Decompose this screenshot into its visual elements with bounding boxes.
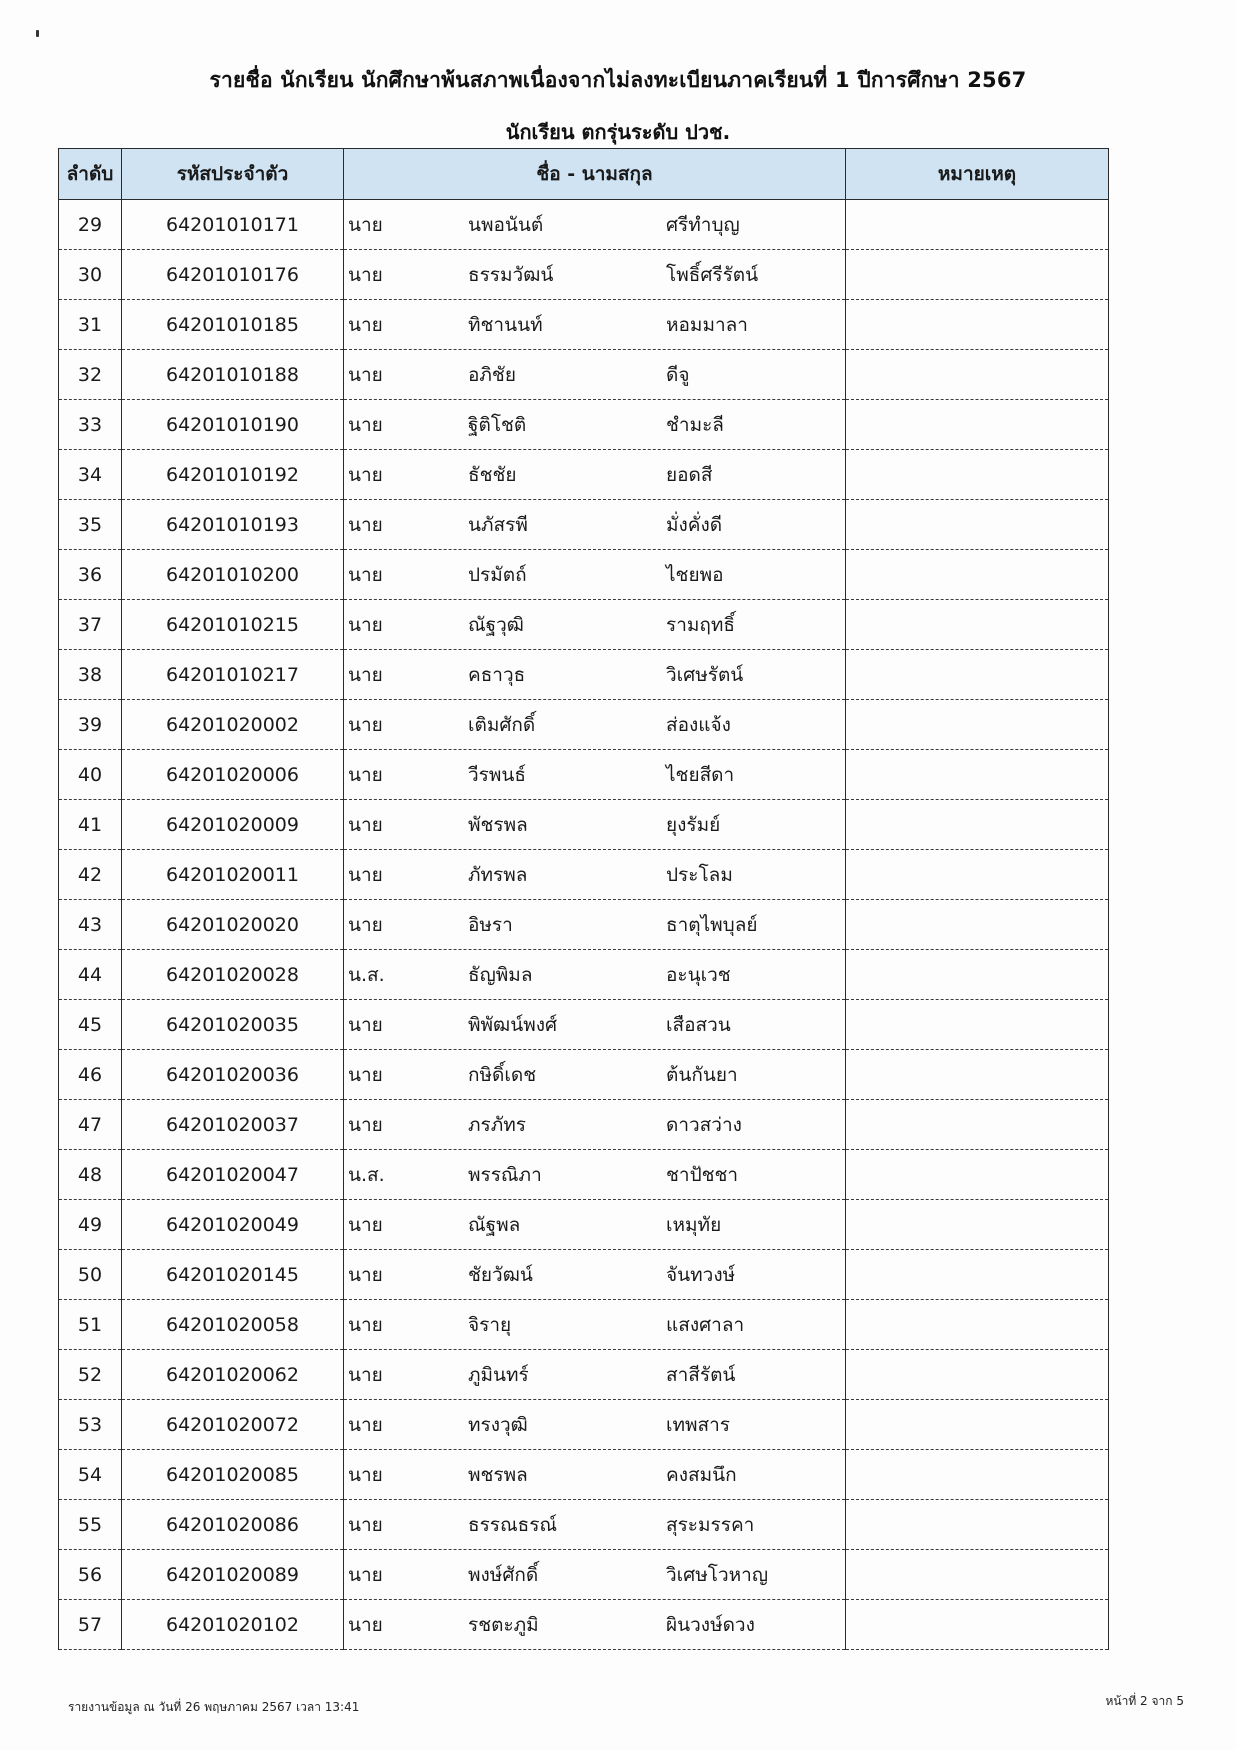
table-body bbox=[59, 200, 1109, 1650]
name-prefix: นาย bbox=[348, 613, 383, 636]
first-name: นพอนันต์ bbox=[468, 213, 544, 236]
table-row bbox=[59, 800, 1109, 850]
row-number: 47 bbox=[59, 1100, 122, 1150]
student-name-cell bbox=[344, 400, 846, 450]
header-name: ชื่อ - นามสกุล bbox=[344, 149, 846, 200]
table-row bbox=[59, 1000, 1109, 1050]
table-row bbox=[59, 1200, 1109, 1250]
first-name: พัชรพล bbox=[468, 813, 528, 836]
last-name: หอมมาลา bbox=[666, 313, 748, 336]
report-date: รายงานข้อมูล ณ วันที่ 26 พฤษภาคม 2567 เวลา 13:41 bbox=[68, 1700, 360, 1714]
student-name-cell bbox=[344, 450, 846, 500]
name-prefix: นาย bbox=[348, 413, 383, 436]
first-name: ชัยวัฒน์ bbox=[468, 1263, 533, 1286]
row-number: 54 bbox=[59, 1450, 122, 1500]
student-name-cell bbox=[344, 350, 846, 400]
student-id: 64201010192 bbox=[122, 450, 344, 500]
name-prefix: นาย bbox=[348, 1263, 383, 1286]
student-id: 64201020047 bbox=[122, 1150, 344, 1200]
name-prefix: นาย bbox=[348, 913, 383, 936]
student-id: 64201020020 bbox=[122, 900, 344, 950]
student-name-cell bbox=[344, 900, 846, 950]
remark-cell bbox=[846, 850, 1109, 900]
first-name: พรรณิภา bbox=[468, 1163, 542, 1186]
remark-cell bbox=[846, 1600, 1109, 1650]
remark-cell bbox=[846, 1350, 1109, 1400]
first-name: ธัชชัย bbox=[468, 463, 517, 486]
last-name: จันทวงษ์ bbox=[666, 1263, 736, 1286]
remark-cell bbox=[846, 1500, 1109, 1550]
row-number: 33 bbox=[59, 400, 122, 450]
remark-cell bbox=[846, 1450, 1109, 1500]
name-prefix: น.ส. bbox=[348, 1163, 385, 1186]
table-row bbox=[59, 300, 1109, 350]
name-prefix: นาย bbox=[348, 1613, 383, 1636]
student-name-cell bbox=[344, 850, 846, 900]
last-name: คงสมนึก bbox=[666, 1463, 737, 1486]
first-name: ภัทรพล bbox=[468, 863, 528, 886]
student-name-cell bbox=[344, 300, 846, 350]
last-name: ยอดสี bbox=[666, 463, 713, 486]
row-number: 48 bbox=[59, 1150, 122, 1200]
student-name-cell bbox=[344, 1300, 846, 1350]
last-name: วิเศษโวหาญ bbox=[666, 1563, 769, 1586]
student-id: 64201010193 bbox=[122, 500, 344, 550]
last-name: ชาปัชชา bbox=[666, 1163, 739, 1186]
student-id: 64201020058 bbox=[122, 1300, 344, 1350]
student-id: 64201020037 bbox=[122, 1100, 344, 1150]
remark-cell bbox=[846, 550, 1109, 600]
student-id: 64201010185 bbox=[122, 300, 344, 350]
remark-cell bbox=[846, 750, 1109, 800]
student-id: 64201020036 bbox=[122, 1050, 344, 1100]
row-number: 43 bbox=[59, 900, 122, 950]
last-name: วิเศษรัตน์ bbox=[666, 663, 744, 686]
remark-cell bbox=[846, 1550, 1109, 1600]
student-id: 64201020006 bbox=[122, 750, 344, 800]
remark-cell bbox=[846, 1100, 1109, 1150]
student-name-cell bbox=[344, 700, 846, 750]
table-row bbox=[59, 1500, 1109, 1550]
row-number: 31 bbox=[59, 300, 122, 350]
row-number: 50 bbox=[59, 1250, 122, 1300]
first-name: ปรมัตถ์ bbox=[468, 563, 527, 586]
last-name: ยุงรัมย์ bbox=[666, 813, 721, 836]
student-id: 64201020002 bbox=[122, 700, 344, 750]
last-name: ไชยพอ bbox=[666, 563, 724, 586]
first-name: ฐิติโชติ bbox=[468, 413, 527, 436]
student-id: 64201020086 bbox=[122, 1500, 344, 1550]
last-name: ชำมะลี bbox=[666, 413, 724, 436]
student-id: 64201020011 bbox=[122, 850, 344, 900]
table-row bbox=[59, 850, 1109, 900]
student-id: 64201020085 bbox=[122, 1450, 344, 1500]
remark-cell bbox=[846, 1050, 1109, 1100]
first-name: พชรพล bbox=[468, 1463, 528, 1486]
table-row bbox=[59, 1550, 1109, 1600]
row-number: 29 bbox=[59, 200, 122, 250]
row-number: 46 bbox=[59, 1050, 122, 1100]
last-name: เหมุทัย bbox=[666, 1213, 722, 1236]
remark-cell bbox=[846, 1000, 1109, 1050]
last-name: เสือสวน bbox=[666, 1013, 731, 1036]
student-name-cell bbox=[344, 1350, 846, 1400]
row-number: 35 bbox=[59, 500, 122, 550]
last-name: ส่องแจ้ง bbox=[666, 713, 731, 736]
student-id: 64201020089 bbox=[122, 1550, 344, 1600]
student-name-cell bbox=[344, 1400, 846, 1450]
name-prefix: นาย bbox=[348, 313, 383, 336]
student-name-cell bbox=[344, 550, 846, 600]
last-name: ต้นกันยา bbox=[666, 1063, 738, 1086]
row-number: 57 bbox=[59, 1600, 122, 1650]
student-name-cell bbox=[344, 250, 846, 300]
last-name: ดาวสว่าง bbox=[666, 1113, 742, 1136]
table-row bbox=[59, 950, 1109, 1000]
student-id: 64201020072 bbox=[122, 1400, 344, 1450]
student-name-cell bbox=[344, 1550, 846, 1600]
remark-cell bbox=[846, 1250, 1109, 1300]
header-remark: หมายเหตุ bbox=[846, 149, 1109, 200]
row-number: 36 bbox=[59, 550, 122, 600]
student-name-cell bbox=[344, 500, 846, 550]
table-row bbox=[59, 1300, 1109, 1350]
last-name: ธาตุไพบุลย์ bbox=[666, 913, 758, 936]
table-row bbox=[59, 700, 1109, 750]
name-prefix: นาย bbox=[348, 1113, 383, 1136]
name-prefix: นาย bbox=[348, 1413, 383, 1436]
student-name-cell bbox=[344, 650, 846, 700]
row-number: 30 bbox=[59, 250, 122, 300]
student-name-cell bbox=[344, 800, 846, 850]
student-id: 64201020049 bbox=[122, 1200, 344, 1250]
row-number: 38 bbox=[59, 650, 122, 700]
name-prefix: นาย bbox=[348, 1463, 383, 1486]
name-prefix: นาย bbox=[348, 563, 383, 586]
student-name-cell bbox=[344, 1000, 846, 1050]
last-name: อะนุเวช bbox=[666, 963, 731, 986]
remark-cell bbox=[846, 400, 1109, 450]
first-name: ธัญพิมล bbox=[468, 963, 533, 986]
first-name: นภัสรพี bbox=[468, 513, 528, 536]
first-name: จิรายุ bbox=[468, 1313, 512, 1336]
table-row bbox=[59, 1450, 1109, 1500]
remark-cell bbox=[846, 1200, 1109, 1250]
table-row bbox=[59, 500, 1109, 550]
student-name-cell bbox=[344, 1050, 846, 1100]
remark-cell bbox=[846, 1400, 1109, 1450]
table-row bbox=[59, 200, 1109, 250]
remark-cell bbox=[846, 300, 1109, 350]
remark-cell bbox=[846, 200, 1109, 250]
first-name: เติมศักดิ์ bbox=[468, 713, 536, 736]
row-number: 45 bbox=[59, 1000, 122, 1050]
table-header-row bbox=[59, 149, 1109, 200]
table-row bbox=[59, 250, 1109, 300]
student-id: 64201010217 bbox=[122, 650, 344, 700]
row-number: 41 bbox=[59, 800, 122, 850]
name-prefix: นาย bbox=[348, 1213, 383, 1236]
student-id: 64201020035 bbox=[122, 1000, 344, 1050]
name-prefix: นาย bbox=[348, 463, 383, 486]
table-row bbox=[59, 1100, 1109, 1150]
student-name-cell bbox=[344, 750, 846, 800]
student-name-cell bbox=[344, 950, 846, 1000]
remark-cell bbox=[846, 900, 1109, 950]
last-name: สาสีรัตน์ bbox=[666, 1363, 736, 1386]
student-name-cell bbox=[344, 1450, 846, 1500]
name-prefix: นาย bbox=[348, 213, 383, 236]
name-prefix: นาย bbox=[348, 363, 383, 386]
table-row bbox=[59, 1250, 1109, 1300]
remark-cell bbox=[846, 650, 1109, 700]
student-id: 64201020028 bbox=[122, 950, 344, 1000]
first-name: ธรรมวัฒน์ bbox=[468, 263, 554, 286]
name-prefix: นาย bbox=[348, 863, 383, 886]
remark-cell bbox=[846, 1150, 1109, 1200]
remark-cell bbox=[846, 800, 1109, 850]
student-id: 64201010190 bbox=[122, 400, 344, 450]
first-name: ภรภัทร bbox=[468, 1113, 526, 1136]
student-name-cell bbox=[344, 1250, 846, 1300]
student-id: 64201010188 bbox=[122, 350, 344, 400]
table-row bbox=[59, 900, 1109, 950]
first-name: คธาวุธ bbox=[468, 663, 526, 686]
table-row bbox=[59, 400, 1109, 450]
name-prefix: นาย bbox=[348, 1363, 383, 1386]
table-row bbox=[59, 650, 1109, 700]
name-prefix: นาย bbox=[348, 663, 383, 686]
name-prefix: นาย bbox=[348, 1313, 383, 1336]
remark-cell bbox=[846, 600, 1109, 650]
student-name-cell bbox=[344, 600, 846, 650]
table-row bbox=[59, 450, 1109, 500]
name-prefix: นาย bbox=[348, 1063, 383, 1086]
row-number: 49 bbox=[59, 1200, 122, 1250]
row-number: 42 bbox=[59, 850, 122, 900]
student-name-cell bbox=[344, 1150, 846, 1200]
first-name: พิพัฒน์พงศ์ bbox=[468, 1013, 558, 1036]
table-row bbox=[59, 1400, 1109, 1450]
table-row bbox=[59, 750, 1109, 800]
student-name-cell bbox=[344, 1100, 846, 1150]
first-name: ณัฐวุฒิ bbox=[468, 613, 524, 636]
student-name-cell bbox=[344, 1600, 846, 1650]
remark-cell bbox=[846, 700, 1109, 750]
remark-cell bbox=[846, 450, 1109, 500]
student-id: 64201020009 bbox=[122, 800, 344, 850]
first-name: ทรงวุฒิ bbox=[468, 1413, 528, 1436]
row-number: 52 bbox=[59, 1350, 122, 1400]
first-name: รชตะภูมิ bbox=[468, 1613, 539, 1636]
row-number: 53 bbox=[59, 1400, 122, 1450]
last-name: สุระมรรคา bbox=[666, 1513, 755, 1536]
row-number: 40 bbox=[59, 750, 122, 800]
table-row bbox=[59, 600, 1109, 650]
remark-cell bbox=[846, 350, 1109, 400]
first-name: กษิดิ์เดช bbox=[468, 1063, 537, 1086]
first-name: ทิชานนท์ bbox=[468, 313, 543, 336]
name-prefix: นาย bbox=[348, 513, 383, 536]
last-name: มั่งคั่งดี bbox=[666, 513, 723, 536]
row-number: 34 bbox=[59, 450, 122, 500]
last-name: รามฤทธิ์ bbox=[666, 613, 736, 636]
name-prefix: น.ส. bbox=[348, 963, 385, 986]
table-row bbox=[59, 350, 1109, 400]
first-name: อิษรา bbox=[468, 913, 513, 936]
student-name-cell bbox=[344, 1500, 846, 1550]
last-name: ศรีทำบุญ bbox=[666, 213, 740, 236]
row-number: 56 bbox=[59, 1550, 122, 1600]
header-id: รหัสประจำตัว bbox=[122, 149, 344, 200]
last-name: ดีจู bbox=[666, 363, 690, 386]
row-number: 44 bbox=[59, 950, 122, 1000]
table-row bbox=[59, 1050, 1109, 1100]
first-name: พงษ์ศักดิ์ bbox=[468, 1563, 539, 1586]
student-id: 64201020102 bbox=[122, 1600, 344, 1650]
row-number: 55 bbox=[59, 1500, 122, 1550]
last-name: ไชยสีดา bbox=[666, 763, 735, 786]
first-name: ณัฐพล bbox=[468, 1213, 521, 1236]
row-number: 37 bbox=[59, 600, 122, 650]
scan-mark bbox=[36, 30, 39, 37]
first-name: อภิชัย bbox=[468, 363, 516, 386]
table-row bbox=[59, 1150, 1109, 1200]
row-number: 32 bbox=[59, 350, 122, 400]
remark-cell bbox=[846, 250, 1109, 300]
table-row bbox=[59, 1600, 1109, 1650]
student-id: 64201010171 bbox=[122, 200, 344, 250]
table-row bbox=[59, 550, 1109, 600]
first-name: ธรรณธรณ์ bbox=[468, 1513, 558, 1536]
name-prefix: นาย bbox=[348, 263, 383, 286]
student-id: 64201010215 bbox=[122, 600, 344, 650]
student-id: 64201010176 bbox=[122, 250, 344, 300]
last-name: ผินวงษ์ดวง bbox=[666, 1613, 755, 1636]
student-id: 64201020145 bbox=[122, 1250, 344, 1300]
name-prefix: นาย bbox=[348, 813, 383, 836]
name-prefix: นาย bbox=[348, 713, 383, 736]
name-prefix: นาย bbox=[348, 763, 383, 786]
last-name: เทพสาร bbox=[666, 1413, 731, 1436]
table-row bbox=[59, 1350, 1109, 1400]
name-prefix: นาย bbox=[348, 1513, 383, 1536]
remark-cell bbox=[846, 1300, 1109, 1350]
student-name-cell bbox=[344, 200, 846, 250]
remark-cell bbox=[846, 950, 1109, 1000]
remark-cell bbox=[846, 500, 1109, 550]
student-id: 64201010200 bbox=[122, 550, 344, 600]
header-no: ลำดับ bbox=[59, 149, 122, 200]
document-subtitle: นักเรียน ตกรุ่นระดับ ปวช. bbox=[505, 120, 731, 144]
name-prefix: นาย bbox=[348, 1013, 383, 1036]
document-title: รายชื่อ นักเรียน นักศึกษาพ้นสภาพเนื่องจากไม่ลงทะเบียนภาคเรียนที่ 1 ปีการศึกษา 2567 bbox=[209, 68, 1027, 92]
first-name: ภูมินทร์ bbox=[468, 1363, 529, 1386]
row-number: 39 bbox=[59, 700, 122, 750]
last-name: โพธิ์ศรีรัตน์ bbox=[666, 263, 759, 286]
last-name: แสงศาลา bbox=[666, 1313, 745, 1336]
name-prefix: นาย bbox=[348, 1563, 383, 1586]
page-number: หน้าที่ 2 จาก 5 bbox=[1105, 1694, 1184, 1708]
row-number: 51 bbox=[59, 1300, 122, 1350]
last-name: ประโลม bbox=[666, 863, 733, 886]
student-name-cell bbox=[344, 1200, 846, 1250]
student-table bbox=[58, 148, 1109, 1650]
student-id: 64201020062 bbox=[122, 1350, 344, 1400]
first-name: วีรพนธ์ bbox=[468, 763, 526, 786]
